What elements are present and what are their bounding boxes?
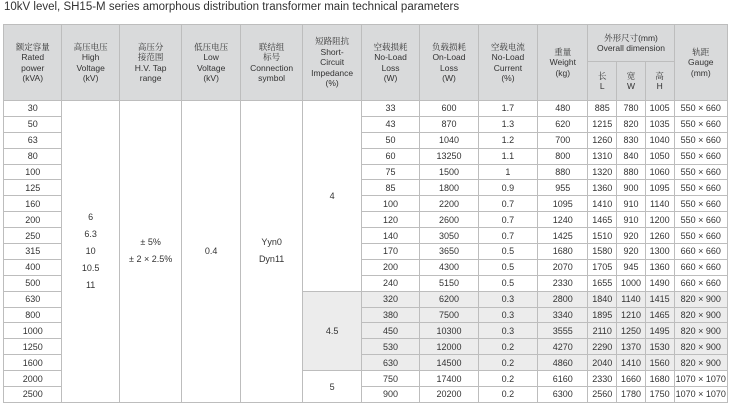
cell-noload-current: 0.3 [478,307,537,323]
cell-dim-l: 1215 [588,116,617,132]
cell-noload-loss: 75 [361,164,419,180]
table-title: 10kV level, SH15-M series amorphous distribution transformer main technical parameters [4,1,460,13]
cell-onload-loss: 7500 [420,307,478,323]
cell-dim-l: 1580 [588,244,617,260]
cell-hv-voltage-line: 6 [88,211,94,222]
header-line: 联结组 [258,41,285,52]
header-line: symbol [258,73,286,83]
cell-noload-current: 0.7 [478,196,537,212]
header-line: Overall dimension [596,43,665,53]
header-line: 重量 [554,46,572,57]
header-line: (mm) [690,67,711,78]
cell-dim-h: 1300 [645,244,674,260]
cell-rated-power: 63 [4,132,62,148]
header-line: Loss [381,62,400,73]
cell-gauge: 820 × 900 [674,307,727,323]
cell-rated-power: 50 [4,116,62,132]
cell-dim-l: 1510 [588,228,617,244]
header-line: range [139,73,162,83]
cell-gauge: 550 × 660 [674,228,727,244]
header-line: 短路阻抗 [315,36,350,47]
header-line: Circuit [320,57,345,68]
cell-noload-current: 1.1 [478,148,537,164]
cell-noload-loss: 630 [361,355,419,371]
header-line: High [81,52,100,62]
cell-gauge: 550 × 660 [674,196,727,212]
cell-onload-loss: 1040 [420,132,478,148]
cell-rated-power: 200 [4,212,62,228]
header-line: 外形尺寸(mm) [604,32,658,43]
cell-dim-l: 1310 [588,148,617,164]
cell-dim-h: 1040 [645,132,674,148]
header-line: 标号 [263,52,281,62]
header-lv [182,25,240,101]
cell-dim-w: 820 [617,116,646,132]
cell-dim-h: 1260 [645,228,674,244]
cell-rated-power: 1000 [4,323,62,339]
cell-gauge: 820 × 900 [674,291,727,307]
cell-noload-current: 1 [478,164,537,180]
header-line: Impedance [311,67,354,78]
header-line: Weight [549,57,576,68]
cell-onload-loss: 3050 [420,228,478,244]
cell-noload-current: 0.5 [478,244,537,260]
header-line: 空载电流 [490,41,525,52]
header-line: Connection [250,62,294,73]
cell-noload-current: 0.2 [478,387,537,403]
cell-weight: 1680 [538,244,588,260]
header-impedance [303,25,361,101]
cell-onload-loss: 6200 [420,291,478,307]
cell-dim-h: 1415 [645,291,674,307]
header-line: 低压电压 [194,41,229,52]
cell-lv-voltage: 0.4 [182,101,240,403]
cell-rated-power: 250 [4,228,62,244]
header-dim-w [617,62,646,101]
cell-noload-loss: 750 [361,371,419,387]
header-line: 接范围 [137,52,164,62]
cell-noload-loss: 200 [361,259,419,275]
cell-dim-h: 1050 [645,148,674,164]
cell-gauge: 550 × 660 [674,116,727,132]
cell-noload-current: 0.3 [478,323,537,339]
cell-dim-w: 910 [617,196,646,212]
header-line: (kV) [203,73,219,83]
cell-dim-w: 920 [617,244,646,260]
cell-dim-l: 2290 [588,339,617,355]
header-line: H [656,81,663,91]
cell-dim-h: 1140 [645,196,674,212]
cell-impedance: 5 [303,371,361,403]
header-line: 空载损耗 [373,41,408,52]
header-onload-loss [420,25,478,101]
cell-weight: 3555 [538,323,588,339]
cell-gauge: 820 × 900 [674,339,727,355]
header-dim-l [588,62,617,101]
cell-noload-loss: 240 [361,275,419,291]
cell-dim-l: 1410 [588,196,617,212]
cell-noload-current: 1.2 [478,132,537,148]
cell-gauge: 550 × 660 [674,132,727,148]
cell-noload-loss: 450 [361,323,419,339]
cell-gauge: 660 × 660 [674,244,727,260]
cell-weight: 2070 [538,259,588,275]
cell-gauge: 1070 × 1070 [674,371,727,387]
cell-noload-loss: 33 [361,101,419,117]
cell-dim-h: 1495 [645,323,674,339]
cell-onload-loss: 10300 [420,323,478,339]
cell-noload-current: 0.7 [478,228,537,244]
cell-rated-power: 30 [4,101,62,117]
cell-onload-loss: 5150 [420,275,478,291]
cell-noload-loss: 380 [361,307,419,323]
cell-onload-loss: 600 [420,101,478,117]
header-line: 额定容量 [15,41,50,52]
cell-onload-loss: 20200 [420,387,478,403]
cell-dim-h: 1680 [645,371,674,387]
cell-weight: 955 [538,180,588,196]
header-line: (kVA) [22,73,44,83]
cell-noload-current: 1.3 [478,116,537,132]
header-line: H.V. Tap [134,62,167,73]
cell-noload-current: 0.9 [478,180,537,196]
cell-dim-w: 1250 [617,323,646,339]
cell-noload-loss: 170 [361,244,419,260]
cell-dim-l: 1840 [588,291,617,307]
cell-dim-w: 1660 [617,371,646,387]
cell-dim-w: 1210 [617,307,646,323]
cell-rated-power: 160 [4,196,62,212]
cell-hv-voltage-line: 6.3 [84,228,97,239]
cell-noload-loss: 320 [361,291,419,307]
cell-connection-line: Dyn11 [258,254,285,265]
cell-noload-current: 0.2 [478,339,537,355]
cell-rated-power: 2000 [4,371,62,387]
cell-noload-loss: 530 [361,339,419,355]
header-line: 高压电压 [73,41,108,52]
cell-dim-l: 2110 [588,323,617,339]
cell-rated-power: 1600 [4,355,62,371]
cell-weight: 3340 [538,307,588,323]
cell-onload-loss: 1800 [420,180,478,196]
header-line: (kg) [555,67,571,78]
cell-noload-loss: 50 [361,132,419,148]
cell-dim-l: 1895 [588,307,617,323]
cell-dim-w: 1370 [617,339,646,355]
cell-dim-w: 1140 [617,291,646,307]
cell-rated-power: 100 [4,164,62,180]
cell-noload-current: 0.5 [478,275,537,291]
header-line: Loss [440,62,458,73]
header-line: (kV) [82,73,99,83]
cell-onload-loss: 12000 [420,339,478,355]
cell-noload-loss: 43 [361,116,419,132]
cell-dim-l: 1655 [588,275,617,291]
header-line: (W) [442,73,456,83]
cell-weight: 480 [538,101,588,117]
cell-noload-loss: 900 [361,387,419,403]
cell-dim-w: 910 [617,212,646,228]
table-row [4,101,728,117]
header-line: Gauge [688,57,714,68]
header-weight [538,25,588,101]
cell-dim-l: 1705 [588,259,617,275]
cell-weight: 2330 [538,275,588,291]
cell-connection-line: Yyn0 [261,237,282,248]
cell-noload-current: 1.7 [478,101,537,117]
cell-gauge: 550 × 660 [674,164,727,180]
cell-onload-loss: 17400 [420,371,478,387]
cell-rated-power: 800 [4,307,62,323]
header-line: Rated [21,52,45,62]
header-rated-power [4,25,62,101]
cell-weight: 620 [538,116,588,132]
header-line: No-Load [374,52,407,62]
header-line: Voltage [196,62,226,73]
cell-dim-l: 1360 [588,180,617,196]
cell-weight: 6160 [538,371,588,387]
cell-dim-h: 1035 [645,116,674,132]
cell-noload-current: 0.5 [478,259,537,275]
cell-weight: 1425 [538,228,588,244]
cell-dim-h: 1095 [645,180,674,196]
cell-rated-power: 630 [4,291,62,307]
cell-noload-current: 0.3 [478,291,537,307]
cell-hv-voltage-line: 10 [85,245,96,256]
header-line: On-Load [432,52,466,62]
cell-onload-loss: 870 [420,116,478,132]
cell-dim-w: 1780 [617,387,646,403]
cell-rated-power: 500 [4,275,62,291]
cell-dim-w: 900 [617,180,646,196]
cell-gauge: 660 × 660 [674,259,727,275]
header-line: L [599,81,605,91]
cell-gauge: 550 × 660 [674,148,727,164]
cell-onload-loss: 14500 [420,355,478,371]
cell-dim-w: 830 [617,132,646,148]
header-line: power [21,62,45,73]
cell-hv-voltage-line: 11 [85,279,96,290]
header-dimension [588,25,674,62]
cell-onload-loss: 13250 [420,148,478,164]
header-tap [119,25,182,101]
cell-noload-loss: 60 [361,148,419,164]
header-hv [62,25,119,101]
cell-dim-w: 880 [617,164,646,180]
cell-gauge: 660 × 660 [674,275,727,291]
cell-rated-power: 2500 [4,387,62,403]
cell-dim-h: 1490 [645,275,674,291]
cell-impedance: 4.5 [303,291,361,370]
parameters-table [3,24,728,403]
cell-onload-loss: 4300 [420,259,478,275]
cell-weight: 6300 [538,387,588,403]
header-line: (%) [501,73,515,83]
cell-gauge: 820 × 900 [674,323,727,339]
header-line: 高压分 [137,41,164,52]
header-noload-loss [361,25,419,101]
cell-weight: 4270 [538,339,588,355]
cell-noload-current: 0.2 [478,355,537,371]
header-line: (W) [383,73,398,83]
header-noload-current [478,25,537,101]
header-line: Short- [320,46,344,57]
header-connection [240,25,303,101]
cell-weight: 1095 [538,196,588,212]
cell-dim-l: 2560 [588,387,617,403]
cell-rated-power: 125 [4,180,62,196]
header-dim-h [645,62,674,101]
cell-onload-loss: 1500 [420,164,478,180]
cell-dim-w: 920 [617,228,646,244]
cell-dim-h: 1530 [645,339,674,355]
cell-dim-h: 1560 [645,355,674,371]
cell-gauge: 1070 × 1070 [674,387,727,403]
cell-hv-voltage-line: 10.5 [81,262,100,273]
cell-rated-power: 400 [4,259,62,275]
cell-dim-h: 1200 [645,212,674,228]
cell-dim-h: 1750 [645,387,674,403]
cell-weight: 800 [538,148,588,164]
cell-gauge: 550 × 660 [674,101,727,117]
cell-gauge: 550 × 660 [674,180,727,196]
cell-gauge: 550 × 660 [674,212,727,228]
cell-connection [240,101,303,403]
cell-onload-loss: 3650 [420,244,478,260]
cell-dim-l: 1260 [588,132,617,148]
cell-noload-loss: 85 [361,180,419,196]
cell-noload-loss: 100 [361,196,419,212]
header-line: 长 [598,70,607,81]
cell-dim-l: 2330 [588,371,617,387]
cell-dim-h: 1060 [645,164,674,180]
cell-dim-w: 945 [617,259,646,275]
cell-weight: 2800 [538,291,588,307]
cell-gauge: 820 × 900 [674,355,727,371]
cell-weight: 700 [538,132,588,148]
cell-onload-loss: 2600 [420,212,478,228]
header-gauge [674,25,727,101]
cell-dim-w: 840 [617,148,646,164]
cell-dim-h: 1005 [645,101,674,117]
cell-impedance: 4 [303,101,361,292]
header-line: Current [493,62,523,73]
cell-dim-h: 1360 [645,259,674,275]
cell-noload-current: 0.2 [478,371,537,387]
cell-weight: 880 [538,164,588,180]
cell-rated-power: 80 [4,148,62,164]
header-line: No-Load [491,52,525,62]
cell-noload-current: 0.7 [478,212,537,228]
cell-tap-range-line: ± 5% [140,237,161,248]
cell-weight: 4860 [538,355,588,371]
cell-dim-w: 780 [617,101,646,117]
cell-tap-range-line: ± 2 × 2.5% [129,254,173,265]
cell-rated-power: 1250 [4,339,62,355]
cell-noload-loss: 140 [361,228,419,244]
cell-dim-l: 1320 [588,164,617,180]
header-line: (%) [325,78,339,89]
header-line: 负载损耗 [431,41,466,52]
cell-dim-l: 885 [588,101,617,117]
cell-dim-w: 1410 [617,355,646,371]
cell-dim-l: 2040 [588,355,617,371]
table-header [4,25,728,101]
table-body [4,101,728,403]
cell-hv-voltage [62,101,119,403]
header-line: 宽 [626,70,636,81]
cell-tap-range [119,101,182,403]
header-line: 轨距 [692,46,710,57]
cell-weight: 1240 [538,212,588,228]
header-line: Low [203,52,219,62]
cell-dim-l: 1465 [588,212,617,228]
cell-dim-h: 1465 [645,307,674,323]
cell-dim-w: 1000 [617,275,646,291]
cell-noload-loss: 120 [361,212,419,228]
header-line: 高 [655,70,664,81]
header-line: Voltage [76,62,105,73]
cell-onload-loss: 2200 [420,196,478,212]
header-line: W [626,81,635,91]
cell-rated-power: 315 [4,244,62,260]
